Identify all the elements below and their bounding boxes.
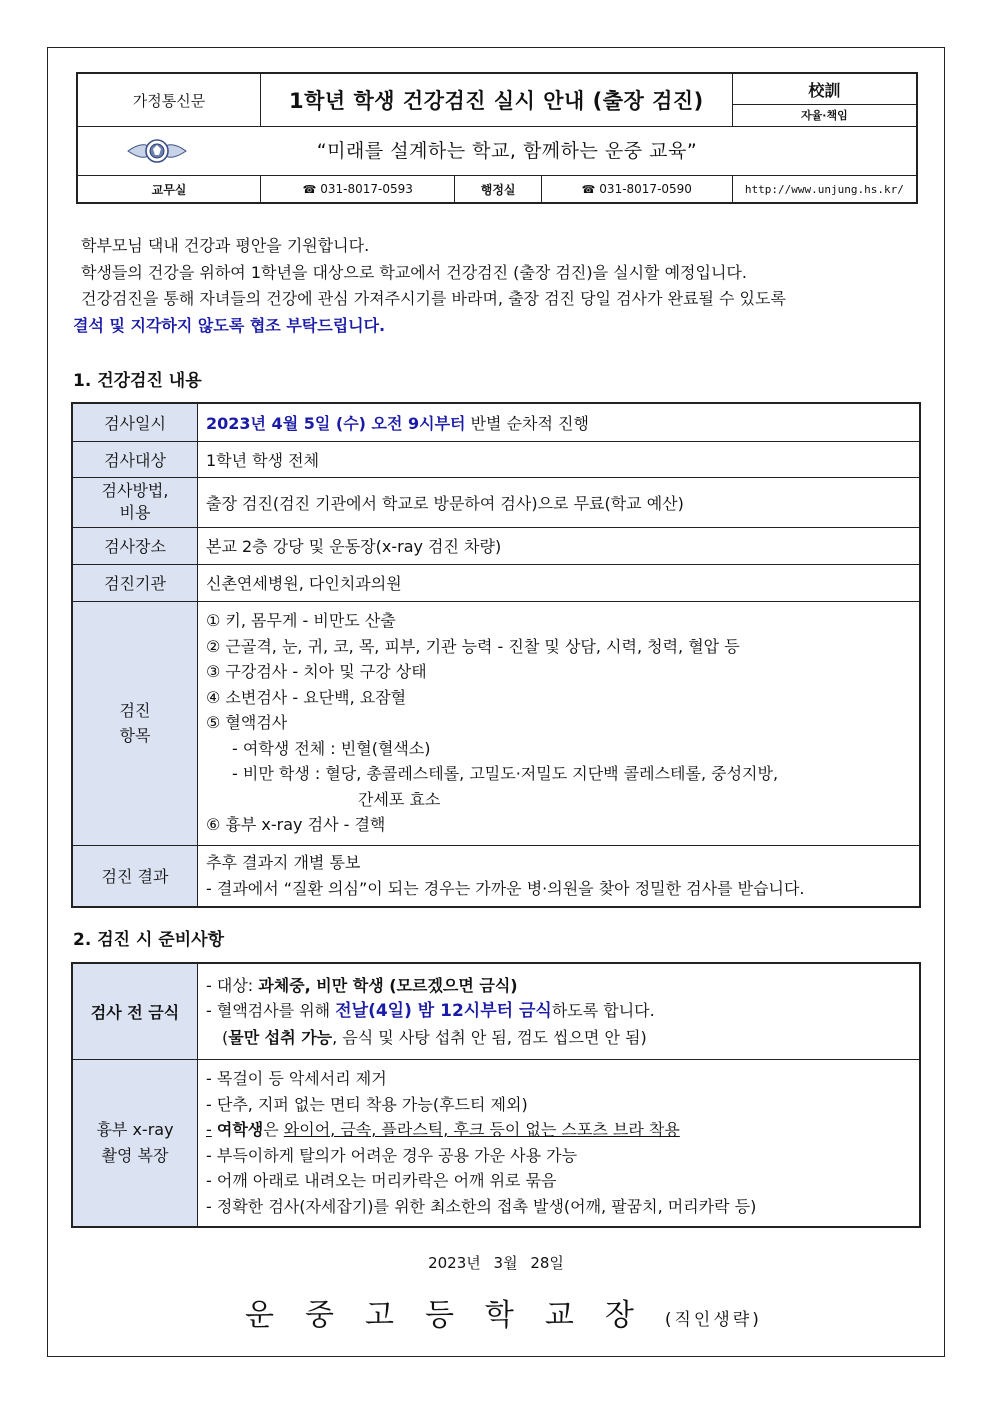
row-key-result: 검진 결과 bbox=[72, 845, 198, 907]
checkup-subitem: - 여학생 전체 : 빈혈(혈색소) bbox=[232, 738, 431, 758]
fasting-time: 전날(4일) 밤 12시부터 금식 bbox=[335, 1001, 552, 1021]
checkup-subitem: - 비만 학생 : 혈당, 총콜레스테롤, 고밀도·저밀도 지단백 콜레스테롤, 중성지방, bbox=[232, 764, 779, 784]
phone-academic-number: 031-8017-0593 bbox=[320, 182, 413, 196]
fasting-line bbox=[206, 998, 911, 1025]
intro-line: 학부모님 댁내 건강과 평안을 기원합니다. bbox=[81, 236, 370, 255]
school-motto bbox=[732, 73, 917, 127]
school-slogan: “미래를 설계하는 학교, 함께하는 운중 교육” bbox=[316, 140, 698, 162]
office-label-academic: 교무실 bbox=[77, 176, 261, 204]
xray-line: - 단추, 지퍼 없는 면티 착용 가능(후드티 제외) bbox=[206, 1094, 528, 1114]
row-key-method bbox=[72, 477, 198, 527]
result-line: - 결과에서 “질환 의심”이 되는 경우는 가까운 병·의원을 찾아 정밀한 검사를 받습니다. bbox=[206, 878, 805, 898]
newsletter-label: 가정통신문 bbox=[77, 73, 261, 127]
fasting-text: , 음식 및 사탕 섭취 안 됨, 껌도 씹으면 안 됨) bbox=[332, 1027, 647, 1047]
xray-line: - 정확한 검사(자세잡기)를 위한 최소한의 접촉 발생(어깨, 팔꿈치, 머리카락 등) bbox=[206, 1196, 757, 1216]
xray-female-students: 여학생 bbox=[216, 1120, 264, 1140]
xray-line: - 목걸이 등 악세서리 제거 bbox=[206, 1069, 387, 1089]
office-label-admin: 행정실 bbox=[455, 176, 541, 204]
checkup-content-table bbox=[71, 402, 921, 908]
intro-emphasis: 결석 및 지각하지 않도록 협조 부탁드립니다. bbox=[73, 315, 386, 335]
row-key-date: 검사일시 bbox=[72, 403, 198, 441]
preparation-table bbox=[71, 962, 921, 1228]
fasting-text: ( bbox=[222, 1027, 229, 1047]
row-key-place: 검사장소 bbox=[72, 527, 198, 564]
row-key-target: 검사대상 bbox=[72, 441, 198, 477]
xray-line: - 어깨 아래로 내려오는 머리카락은 어깨 위로 묶음 bbox=[206, 1171, 557, 1191]
school-url[interactable]: http://www.unjung.hs.kr/ bbox=[732, 176, 917, 204]
xray-bra-note: 와이어, 금속, 플라스틱, 후크 등이 없는 스포츠 브라 착용 bbox=[283, 1120, 680, 1140]
row-value-method: 출장 검진(검진 기관에서 학교로 방문하여 검사)으로 무료(학교 예산) bbox=[198, 477, 921, 527]
letterhead bbox=[76, 72, 918, 204]
row-key-xray-attire bbox=[72, 1059, 198, 1227]
items-key-line: 항목 bbox=[119, 726, 151, 745]
motto-title: 校訓 bbox=[808, 80, 841, 100]
fasting-text: - 혈액검사를 위해 bbox=[206, 1001, 336, 1020]
result-line: 추후 결과지 개별 통보 bbox=[206, 853, 361, 873]
checkup-item: ③ 구강검사 - 치아 및 구강 상태 bbox=[206, 662, 427, 682]
checkup-item: ⑥ 흉부 x-ray 검사 - 결핵 bbox=[206, 815, 386, 835]
checkup-item: ① 키, 몸무게 - 비만도 산출 bbox=[206, 611, 396, 631]
row-value-fasting bbox=[198, 963, 921, 1059]
method-key-line: 검사방법, bbox=[101, 481, 169, 500]
checkup-item: ② 근골격, 눈, 귀, 코, 목, 피부, 기관 능력 - 진찰 및 상담, 시력, 청력, 혈압 등 bbox=[206, 636, 740, 656]
issue-date: 2023년 3월 28일 bbox=[428, 1254, 564, 1272]
row-value-target: 1학년 학생 전체 bbox=[198, 441, 921, 477]
checkup-item: ⑤ 혈액검사 bbox=[206, 713, 288, 733]
row-value-date bbox=[198, 403, 921, 441]
intro-paragraph bbox=[73, 233, 923, 339]
xray-dash: - bbox=[206, 1120, 212, 1140]
fasting-line bbox=[206, 973, 911, 999]
section2-title: 2. 검진 시 준비사항 bbox=[73, 930, 224, 950]
row-value-place: 본교 2층 강당 및 운동장(x-ray 검진 차량) bbox=[198, 527, 921, 564]
row-value-xray-attire bbox=[198, 1059, 921, 1227]
fasting-text: 하도록 합니다. bbox=[551, 1001, 655, 1020]
section1-title: 1. 건강검진 내용 bbox=[73, 371, 202, 391]
row-key-org: 검진기관 bbox=[72, 564, 198, 601]
school-logo-icon bbox=[126, 135, 188, 167]
method-key-line: 비용 bbox=[119, 503, 151, 522]
fasting-text: - 대상: bbox=[206, 975, 259, 995]
phone-admin bbox=[541, 176, 732, 204]
document-title: 1학년 학생 건강검진 실시 안내 (출장 검진) bbox=[261, 73, 733, 127]
xray-line bbox=[206, 1117, 911, 1143]
fasting-water-only: 물만 섭취 가능 bbox=[228, 1027, 333, 1047]
seal-omitted-note: (직인생략) bbox=[664, 1310, 762, 1330]
phone-icon: ☎ bbox=[302, 183, 317, 196]
principal-signature bbox=[245, 1290, 762, 1334]
xray-key-line: 촬영 복장 bbox=[101, 1145, 169, 1165]
slogan-row bbox=[77, 127, 917, 176]
phone-academic bbox=[261, 176, 455, 204]
phone-admin-number: 031-8017-0590 bbox=[599, 182, 692, 196]
motto-text: 자율·책임 bbox=[733, 104, 916, 123]
xray-line: - 부득이하게 탈의가 어려운 경우 공용 가운 사용 가능 bbox=[206, 1145, 578, 1165]
row-value-result bbox=[198, 845, 921, 907]
fasting-line bbox=[206, 1025, 911, 1051]
xray-text: 은 bbox=[263, 1120, 284, 1140]
row-value-items bbox=[198, 601, 921, 845]
row-value-org: 신촌연세병원, 다인치과의원 bbox=[198, 564, 921, 601]
xray-key-line: 흉부 x-ray bbox=[96, 1120, 174, 1140]
row-key-items bbox=[72, 601, 198, 845]
checkup-datetime: 2023년 4월 5일 (수) 오전 9시부터 bbox=[206, 413, 466, 433]
row-key-fasting: 검사 전 금식 bbox=[72, 963, 198, 1059]
items-key-line: 검진 bbox=[119, 700, 151, 720]
checkup-item: ④ 소변검사 - 요단백, 요잠혈 bbox=[206, 687, 407, 707]
intro-line: 학생들의 건강을 위하여 1학년을 대상으로 학교에서 건강검진 (출장 검진)을 실시할 예정입니다. bbox=[81, 262, 747, 282]
checkup-subitem: 간세포 효소 bbox=[358, 789, 441, 809]
fasting-target: 과체중, 비만 학생 (모르겠으면 금식) bbox=[258, 975, 518, 995]
phone-icon: ☎ bbox=[581, 183, 596, 196]
signature-text: 운중고등학교장 bbox=[245, 1298, 665, 1333]
checkup-datetime-note: 반별 순차적 진행 bbox=[465, 413, 589, 433]
intro-line: 건강검진을 통해 자녀들의 건강에 관심 가져주시기를 바라며, 출장 검진 당일 검사가 완료될 수 있도록 bbox=[81, 289, 786, 308]
